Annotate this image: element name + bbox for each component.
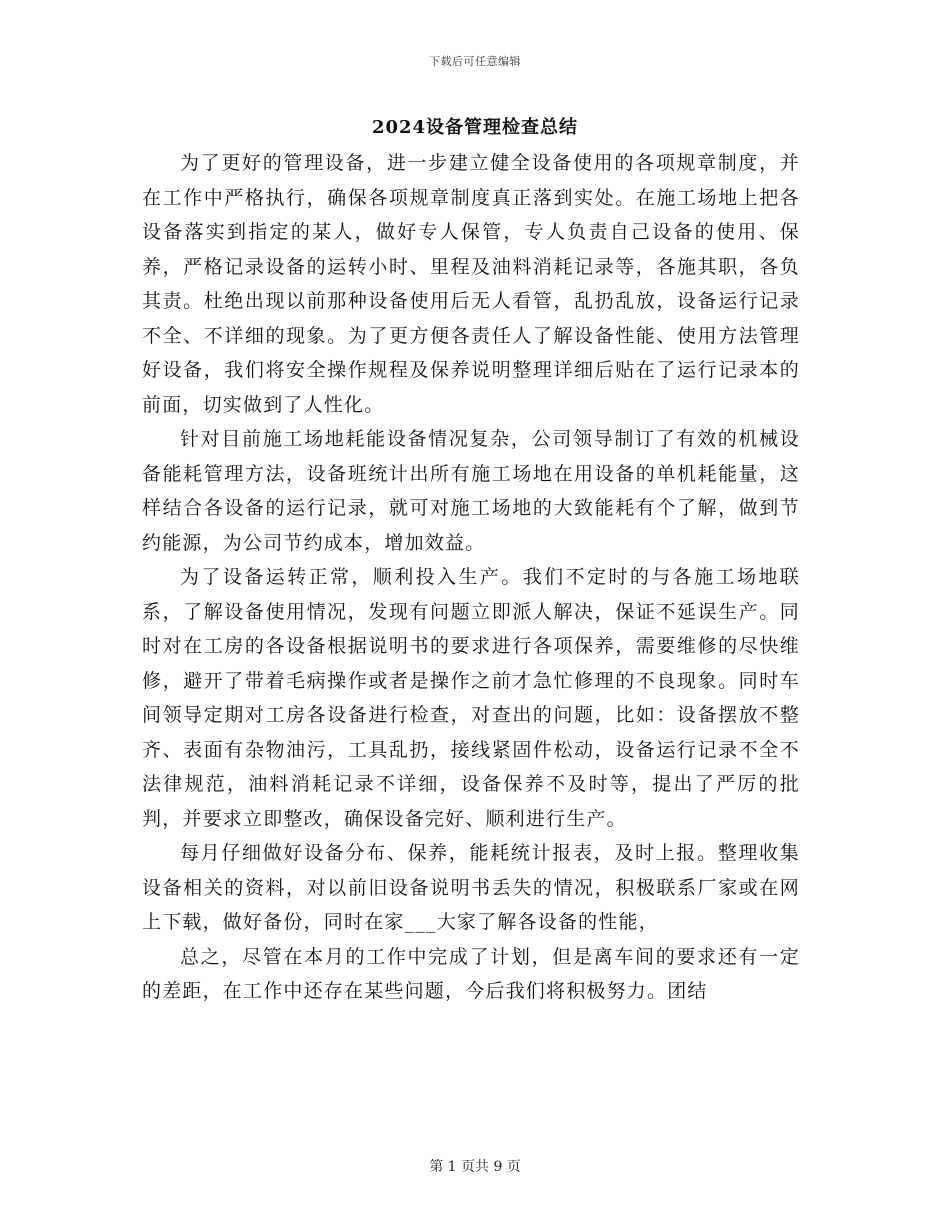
paragraph-3: 为了设备运转正常，顺利投入生产。我们不定时的与各施工场地联系，了解设备使用情况，发现有问题立即派人解决，保证不延误生产。同时对在工房的各设备根据说明书的要求进行各项保养，需要维修的尽快维修，避开了带着毛病操作或者是操作之前才急忙修理的不良现象。同时车间领导定期对工房各设备进行检查，对查出的问题，比如：设备摆放不整齐、表面有杂物油污，工具乱扔，接线紧固件松动，设备运行记录不全不法律规范，油料消耗记录不详细，设备保养不及时等，提出了严厉的批判，并要求立即整改，确保设备完好、顺利进行生产。: [142, 566, 800, 830]
paragraph-5: 总之，尽管在本月的工作中完成了计划，但是离车间的要求还有一定的差距，在工作中还存在某些问题，今后我们将积极努力。团结: [142, 945, 800, 1002]
page-header-note: 下载后可任意编辑: [429, 55, 521, 68]
document-body: [142, 146, 800, 1110]
paragraph-2: 针对目前施工场地耗能设备情况复杂，公司领导制订了有效的机械设备能耗管理方法，设备班统计出所有施工场地在用设备的单机耗能量，这样结合各设备的运行记录，就可对施工场地的大致能耗有个了解，做到节约能源，为公司节约成本，增加效益。: [142, 428, 800, 554]
page-number: 第 1 页共 9 页: [429, 1159, 521, 1175]
paragraph-1: 为了更好的管理设备，进一步建立健全设备使用的各项规章制度，并在工作中严格执行，确保各项规章制度真正落到实处。在施工场地上把各设备落实到指定的某人，做好专人保管，专人负责自己设备的使用、保养，严格记录设备的运转小时、里程及油料消耗记录等，各施其职，各负其责。杜绝出现以前那种设备使用后无人看管，乱扔乱放，设备运行记录不全、不详细的现象。为了更方便各责任人了解设备性能、使用方法管理好设备，我们将安全操作规程及保养说明整理详细后贴在了运行记录本的前面，切实做到了人性化。: [142, 152, 800, 416]
document-title: 2024设备管理检查总结: [371, 117, 579, 138]
paragraph-4: 每月仔细做好设备分布、保养，能耗统计报表，及时上报。整理收集设备相关的资料，对以前旧设备说明书丢失的情况，积极联系厂家或在网上下载，做好备份，同时在家___大家了解各设备的性能，: [142, 842, 800, 933]
